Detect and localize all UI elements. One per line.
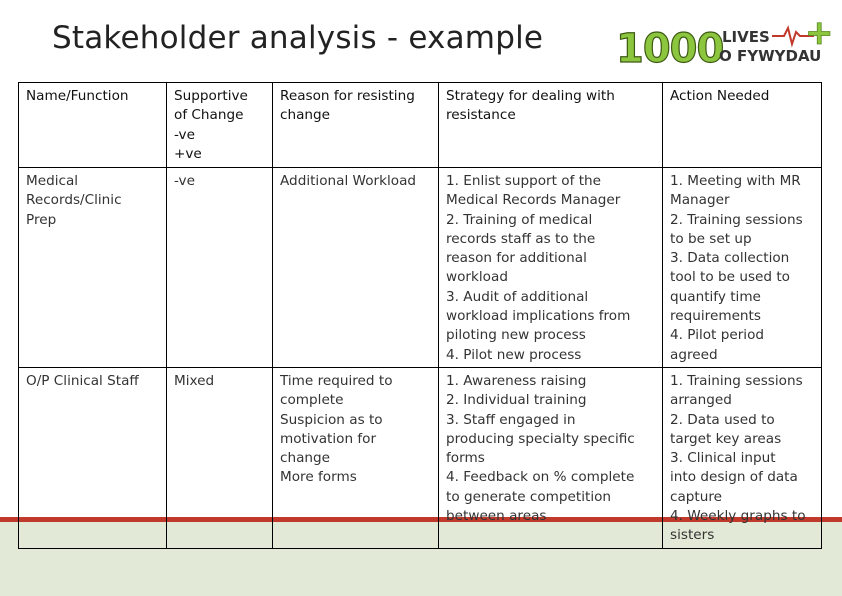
cell-line: Additional Workload [280, 173, 417, 189]
cell-line: 2. Individual training [446, 392, 587, 409]
cell-line: -ve [174, 173, 195, 189]
header-cell [273, 83, 439, 168]
cell-line: Reason for resisting [280, 88, 415, 104]
table-cell [273, 368, 439, 549]
table-cell [273, 168, 439, 368]
cell-line: 1. Enlist support of the [446, 173, 602, 189]
cell-line: Strategy for dealing with [446, 88, 615, 104]
stakeholder-table [18, 82, 822, 549]
cell-line: 3. Staff engaged in [446, 411, 576, 428]
cell-line: of Change [174, 107, 244, 124]
cell-line: tool to be used to [670, 269, 791, 286]
cell-line: requirements [670, 308, 761, 325]
cell-line: quantify time [670, 288, 761, 305]
cell-line: Action Needed [670, 88, 770, 104]
cell-line: piloting new process [446, 327, 586, 344]
logo-1000-lives [614, 13, 834, 72]
table-header-row [19, 83, 822, 168]
cell-line: capture [670, 488, 723, 505]
cell-line: 2. Data used to [670, 411, 775, 428]
table-cell [663, 368, 822, 549]
cell-line: change [280, 107, 331, 124]
cell-line: to be set up [670, 230, 752, 247]
cell-line: into design of data [670, 469, 798, 486]
cell-line: Name/Function [26, 88, 129, 104]
table-row [19, 168, 822, 368]
cell-line: arranged [670, 392, 732, 409]
cell-line: records staff as to the [446, 230, 596, 247]
cell-line: Suspicion as to [280, 411, 383, 428]
cell-line: 1. Meeting with MR [670, 173, 801, 189]
cell-line: to generate competition [446, 488, 612, 505]
cell-line: resistance [446, 107, 516, 124]
cell-line: Supportive [174, 88, 248, 104]
header-cell [663, 83, 822, 168]
cell-line: forms [446, 450, 485, 467]
cell-line: 4. Weekly graphs to [670, 508, 806, 525]
cell-line: workload [446, 269, 508, 286]
logo-line2: O FYWYDAU [719, 47, 822, 65]
cell-line: change [280, 450, 331, 467]
logo-plus: + [805, 13, 834, 53]
cell-line: Records/Clinic [26, 192, 122, 209]
table-cell [167, 368, 273, 549]
cell-line: Manager [670, 192, 730, 209]
header-cell [19, 83, 167, 168]
table-cell [439, 168, 663, 368]
table-row [19, 368, 822, 549]
cell-line: 1. Awareness raising [446, 373, 587, 389]
cell-line: 4. Pilot period [670, 327, 765, 344]
cell-line: Time required to [280, 373, 393, 389]
header-cell [167, 83, 273, 168]
table-cell [19, 368, 167, 549]
cell-line: -ve [174, 126, 195, 143]
page-title: Stakeholder analysis - example [52, 20, 544, 56]
cell-line: 4. Feedback on % complete [446, 469, 635, 486]
cell-line: 3. Audit of additional [446, 288, 589, 305]
logo-line1: LIVES [722, 28, 770, 46]
cell-line: More forms [280, 469, 357, 486]
cell-line: 3. Clinical input [670, 450, 776, 467]
table-cell [439, 368, 663, 549]
cell-line: target key areas [670, 430, 782, 447]
cell-line: 2. Training of medical [446, 211, 593, 228]
cell-line: 2. Training sessions [670, 211, 803, 228]
cell-line: motivation for [280, 430, 377, 447]
cell-line: Medical [26, 173, 79, 189]
cell-line: Medical Records Manager [446, 192, 621, 209]
cell-line: workload implications from [446, 308, 631, 325]
table-cell [167, 168, 273, 368]
table-cell [19, 168, 167, 368]
table-cell [663, 168, 822, 368]
header-cell [439, 83, 663, 168]
cell-line: reason for additional [446, 250, 587, 267]
cell-line: between areas [446, 508, 547, 525]
cell-line: 3. Data collection [670, 250, 790, 267]
cell-line: producing specialty specific [446, 430, 635, 447]
cell-line: Prep [26, 211, 57, 228]
cell-line: O/P Clinical Staff [26, 373, 139, 389]
cell-line: Mixed [174, 373, 215, 389]
cell-line: complete [280, 392, 344, 409]
cell-line: sisters [670, 527, 715, 544]
logo-number: 1000 [616, 26, 724, 72]
cell-line: agreed [670, 346, 718, 363]
cell-line: 4. Pilot new process [446, 346, 582, 363]
cell-line: 1. Training sessions [670, 373, 803, 389]
cell-line: +ve [174, 145, 202, 162]
